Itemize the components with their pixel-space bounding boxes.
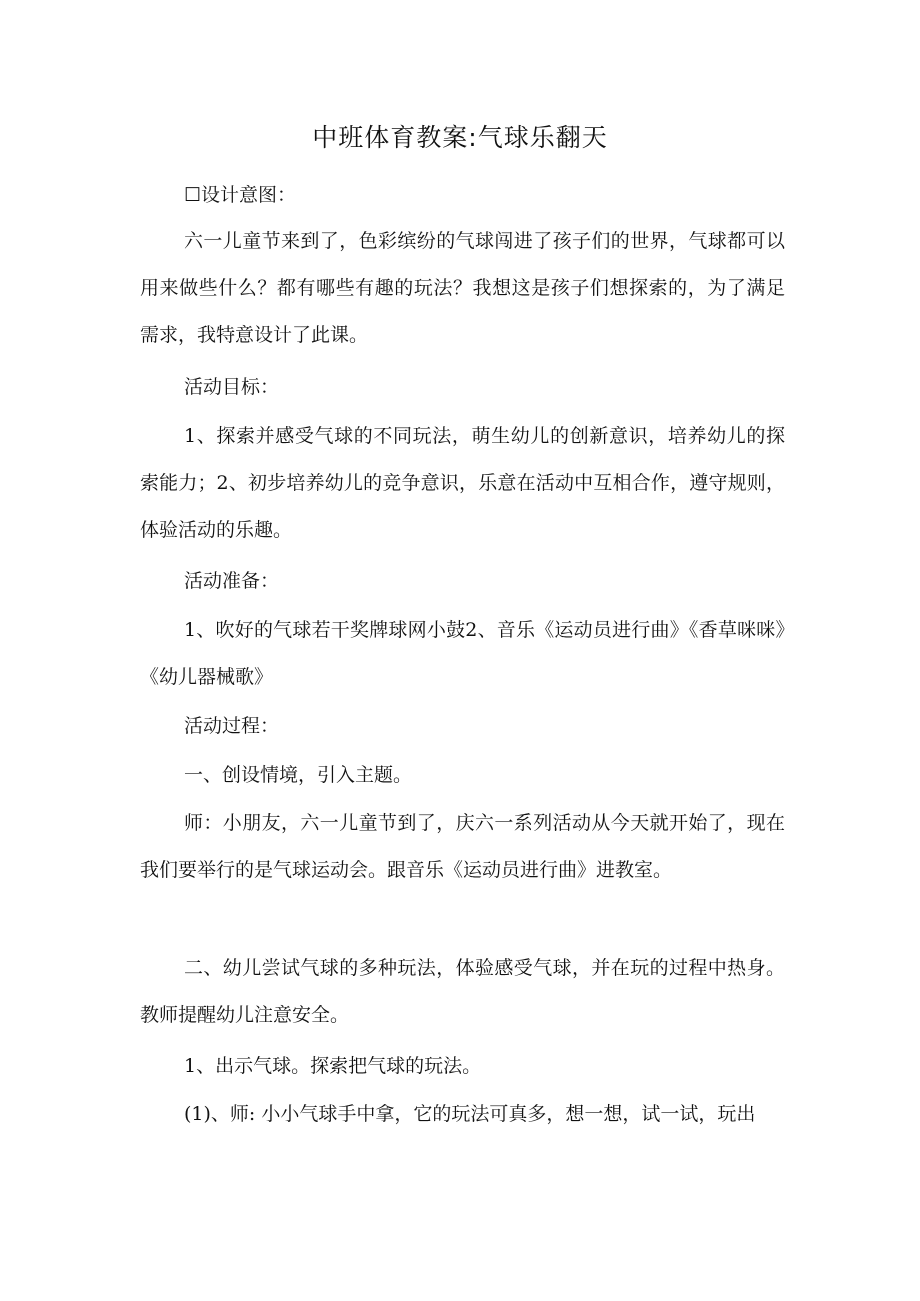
- paragraph-design-intent-heading: ☐设计意图：: [184, 184, 297, 206]
- document-title: 中班体育教案:气球乐翻天: [312, 123, 608, 152]
- paragraph-process-heading: 活动过程：: [184, 715, 280, 737]
- paragraph-show-balloon: 1、出示气球。探索把气球的玩法。: [184, 1055, 482, 1077]
- paragraph-goals-heading: 活动目标：: [184, 376, 280, 398]
- paragraph-step-two: 二、幼儿尝试气球的多种玩法，体验感受气球，并在玩的过程中热身。教师提醒幼儿注意安全。: [140, 957, 785, 1026]
- paragraph-teacher-intro: 师：小朋友，六一儿童节到了，庆六一系列活动从今天就开始了，现在我们要举行的是气球运动会。跟音乐《运动员进行曲》进教室。: [140, 812, 785, 881]
- paragraph-preparation-heading: 活动准备：: [184, 570, 280, 592]
- paragraph-design-intent: 六一儿童节来到了，色彩缤纷的气球闯进了孩子们的世界，气球都可以用来做些什么？都有哪些有趣的玩法？我想这是孩子们想探索的，为了满足需求，我特意设计了此课。: [140, 230, 785, 346]
- paragraph-teacher-prompt: (1)、师: 小小气球手中拿，它的玩法可真多，想一想，试一试，玩出: [184, 1103, 756, 1125]
- paragraph-goals: 1、探索并感受气球的不同玩法，萌生幼儿的创新意识，培养幼儿的探索能力；2、初步培养幼儿的竞争意识，乐意在活动中互相合作，遵守规则，体验活动的乐趣。: [140, 425, 785, 541]
- paragraph-preparation: 1、吹好的气球若干奖牌球网小鼓2、音乐《运动员进行曲》《香草咪咪》《幼儿器械歌》: [140, 619, 785, 688]
- paragraph-step-one: 一、创设情境，引入主题。: [184, 764, 413, 786]
